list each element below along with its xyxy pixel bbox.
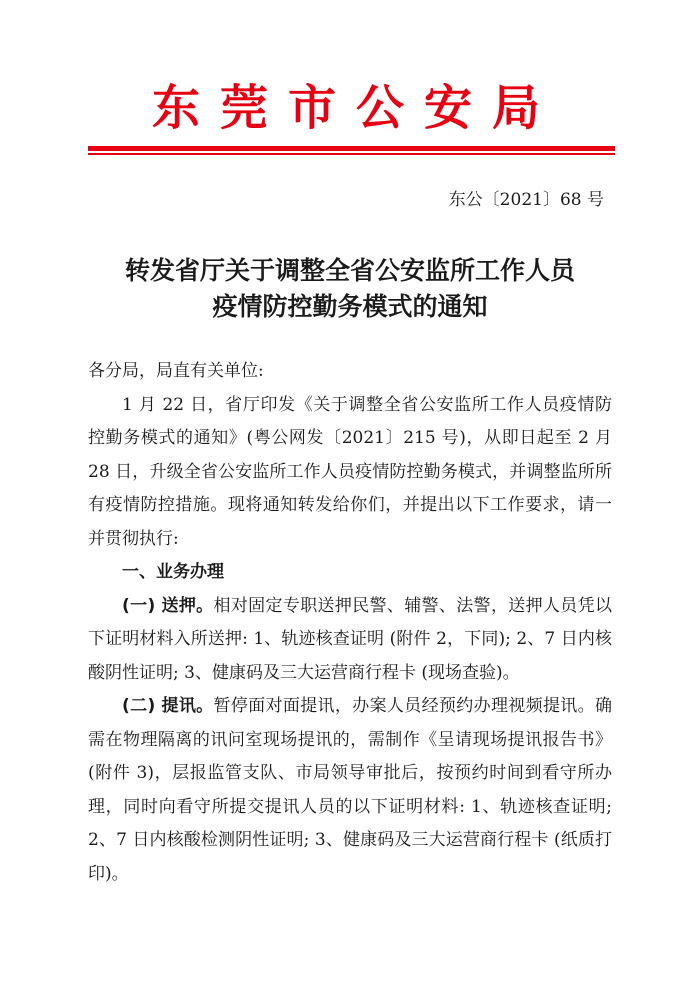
masthead-title: 东莞市公安局: [151, 80, 560, 136]
item-interrogation-text: 暂停面对面提讯，办案人员经预约办理视频提讯。确需在物理隔离的讯问室现场提讯的，需制作《呈请现场提讯报告书》(附件 3)，层报监管支队、市局领导审批后，按预约时间到看守所办理，同时向看守所提交提讯人员的以下证明材料: 1、轨迹核查证明; 2、7 日内核酸检测阴性证明; 3、健康码及三大运营商行程卡 (纸质打印)。: [88, 696, 612, 884]
document-title: [0, 253, 700, 325]
item-escort-label: (一) 送押。: [122, 595, 214, 616]
item-escort-paragraph: [88, 590, 612, 691]
title-line-2: 疫情防控勤务模式的通知: [212, 292, 488, 321]
item-interrogation-label: (二) 提讯。: [122, 696, 214, 716]
document-body: [88, 355, 612, 891]
section-heading: 一、业务办理: [122, 562, 224, 582]
document-number: 东公〔2021〕68 号: [448, 190, 604, 210]
intro-paragraph: 1 月 22 日，省厅印发《关于调整全省公安监所工作人员疫情防控勤务模式的通知》(粤公网发〔2021〕215 号)，从即日起至 2 月 28 日，升级全省公安监所工作人员疫情防控勤务模式，并调整监所所有疫情防控措施。现将通知转发给你们，并提出以下工作要求，请一并贯彻执行:: [88, 394, 612, 549]
salutation: 各分局，局直有关单位:: [88, 361, 264, 381]
item-escort-text: 相对固定专职送押民警、辅警、法警，送押人员凭以下证明材料入所送押: 1、轨迹核查证明 (附件 2，下同); 2、7 日内核酸阴性证明; 3、健康码及三大运营商行程卡 (现场查验)。: [88, 595, 612, 683]
masthead-red-rule-thin: [88, 153, 615, 155]
masthead-red-rule: [88, 146, 615, 151]
item-interrogation-paragraph: [88, 690, 612, 891]
title-line-1: 转发省厅关于调整全省公安监所工作人员: [124, 256, 575, 285]
